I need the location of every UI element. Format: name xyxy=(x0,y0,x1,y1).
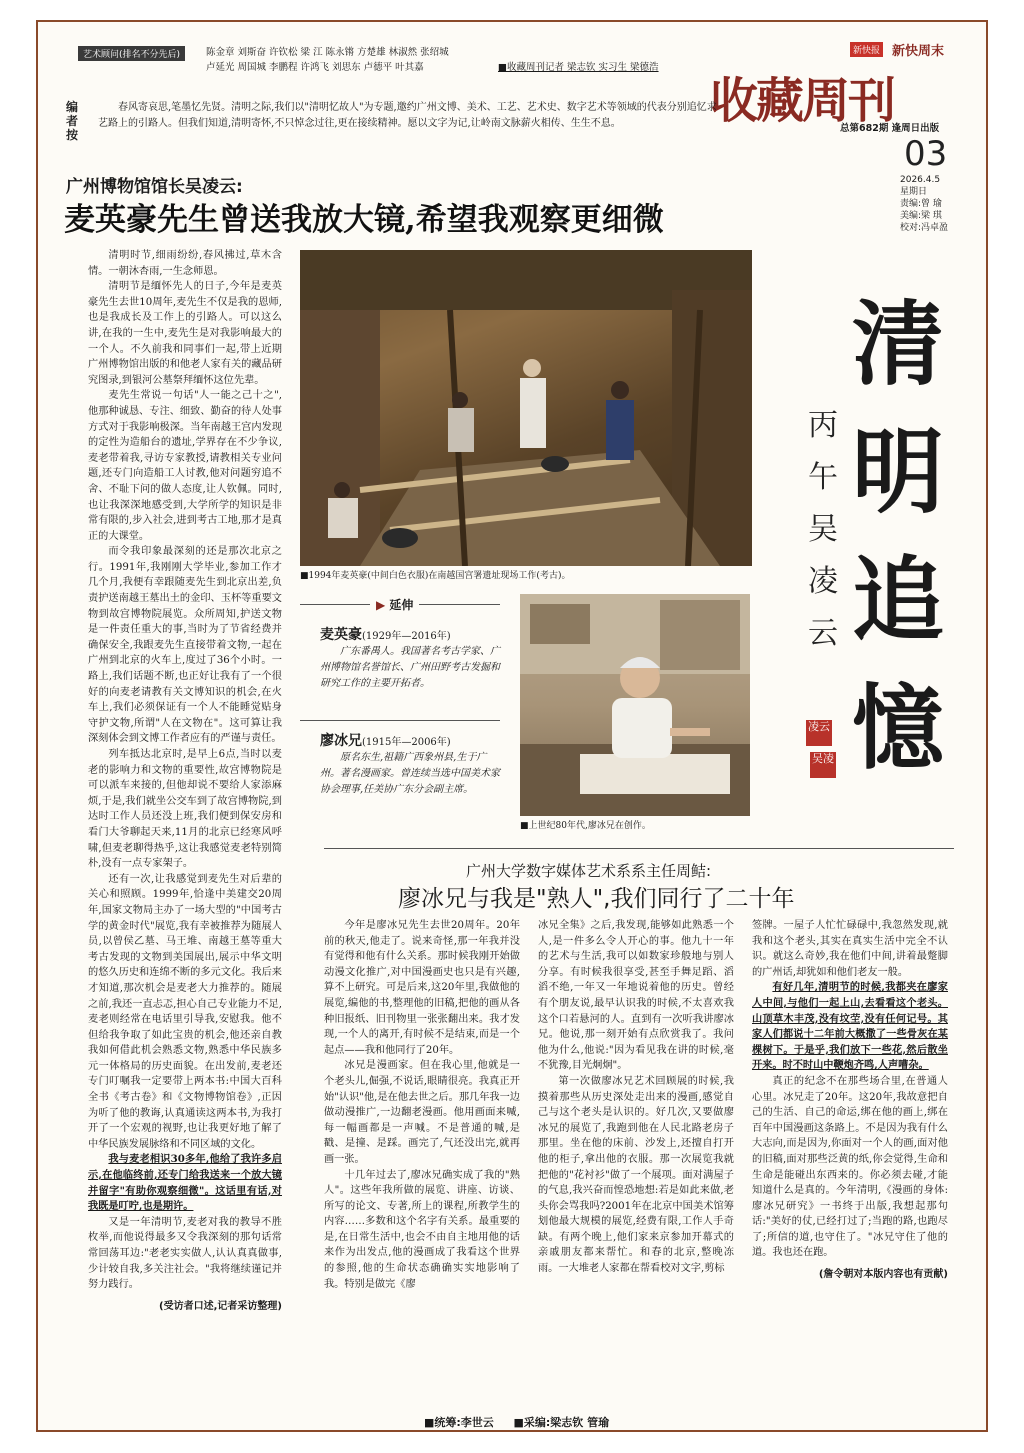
editor-1: 责编:曾 瑜 xyxy=(900,199,942,209)
sidebar-icon: ▶ xyxy=(376,598,386,612)
calligraphy-main xyxy=(848,280,948,792)
advisor-tag: 艺术顾问(排名不分先后) xyxy=(78,46,185,61)
bio-2 xyxy=(320,730,500,798)
article2-col-3 xyxy=(752,918,948,1418)
sidebar-title xyxy=(370,596,419,613)
bio1-text: 广东番禺人。我国著名考古学家、广州博物馆名誉馆长、广州田野考古发掘和研究工作的主要开拓者。 xyxy=(320,646,500,689)
calligraphy-char-2: 明 xyxy=(851,418,944,526)
a1-para-1: 清明时节,细雨纷纷,春风拂过,草木含情。一朝沐杏雨,一生念师恩。 xyxy=(88,250,282,277)
seal-2: 吴凌 xyxy=(810,752,836,778)
article2-col-1 xyxy=(324,918,520,1418)
issue-info: 总第682期 逢周日出版 xyxy=(840,123,940,134)
a2-c3-para-3: 真正的纪念不在那些场合里,在普通人心里。冰兄走了20年。这20年,我故意把自己的生活、自己的命运,绑在他的画上,绑在百年中国漫画这条路上。不是因为我有什么大志向,而是因为,你面对一个人的画,面对他的旧稿,面对那些泛黄的纸,你会觉得,生命和生命是能碰出东西来的。你必须去碰,才能知道什么是真的。今年清明,《漫画的身体:廖冰兄研究》一书终于出版,我想起那句话:"美好的仗,已经打过了;当跑的路,也跑尽了;所信的道,也守住了。"冰兄守住了他的道。我也还在跑。 xyxy=(752,1075,948,1259)
bio2-years: (1915年—2006年) xyxy=(362,737,451,748)
calligraphy-signature: 丙午吴凌云 xyxy=(808,408,838,651)
excavation-photo xyxy=(300,250,752,566)
editor-note-text: 春风寄哀思,笔墨忆先贤。清明之际,我们以"清明忆故人"为专题,邀约广州文博、美术、工艺、艺术史、数字艺术等领域的代表分别追忆求艺路上的引路人。但我们知道,清明寄怀,不只悼念过往,更在接续精神。愿以文字为记,让岭南文脉薪火相传、生生不息。 xyxy=(98,102,717,129)
article1-kicker: 广州博物馆馆长吴凌云: xyxy=(66,177,243,197)
artist-photo xyxy=(520,594,750,816)
article2-kicker: 广州大学数字媒体艺术系系主任周鲒: xyxy=(466,862,712,880)
excavation-scene xyxy=(300,250,752,566)
editor-2: 美编:梁 琪 xyxy=(900,211,942,221)
bio1-years: (1929年—2016年) xyxy=(362,631,451,642)
artist-caption: ■上世纪80年代,廖冰兄在创作。 xyxy=(520,821,651,831)
a1-para-8: 又是一年清明节,麦老对我的教导不胜枚举,而他说得最多又令我深刻的那句话常常回荡耳边:"老老实实做人,认认真真做事,少计较自我,多关注社会。"我将继续谨记并努力践行。 xyxy=(88,1216,282,1291)
a1-para-2: 清明节是缅怀先人的日子,今年是麦英豪先生去世10周年,麦先生不仅是我的恩师,也是我成长及工作上的引路人。可以这么讲,在我的一生中,麦先生是对我影响最大的一个人。不久前我和同事们一起,带上近期广州博物馆出版的和他老人家有关的藏品研究图录,到银河公墓祭拜缅怀这位先辈。 xyxy=(88,281,282,386)
sidebar-box xyxy=(300,596,500,836)
calligraphy xyxy=(798,250,978,830)
calligraphy-char-3: 追 xyxy=(851,546,944,654)
date: 2026.4.5 xyxy=(900,175,941,185)
reporter-credit: ■收藏周刊记者 梁志钦 实习生 梁德浩 xyxy=(498,62,659,73)
a1-para-4: 而令我印象最深刻的还是那次北京之行。1991年,我刚刚大学毕业,参加工作才几个月,我便有幸跟随麦先生到北京出差,负责护送南越王墓出土的金印、玉杯等重要文物到故宫博物院展览。众所周知,护送文物是一件责任重大的事,当时为了节省经费并确保安全,我跟麦先生直接带着文物,一起在广州到北京的火车上,度过了36个小时。一路上,我们话题不断,也正好让我有了一个很好的向麦老请教有关文博知识的机会,在火车上,我们必须保证有一个人不能睡觉贴身守护文物,所谓"人在文物在"。这可算让我深刻体会到文博工作者应有的严谨与责任。 xyxy=(88,546,282,745)
a2-c1-para-1: 今年是廖冰兄先生去世20周年。20年前的秋天,他走了。说来奇怪,那一年我并没有觉得和他有什么关系。那时候我刚开始做动漫文化推广,对中国漫画史也只是有兴趣,算不上研究。可是后来,这20年里,我做他的展览,编他的书,整理他的旧稿,把他的画从各种旧报纸、旧刊物里一张张翻出来。我才发现,一个人的离开,有时候不是结束,而是一个起点——我和他同行了20年。 xyxy=(324,920,520,1056)
a1-para-6: 还有一次,让我感觉到麦先生对后辈的关心和照顾。1999年,恰逢中美建交20周年,国家文物局主办了一场大型的"中国考古学的黄金时代"展览,我有幸被推荐为随展人员,以曾侯乙墓、马王堆、南越王墓等重大考古发现的文物到美国展出,展示中华文明的悠久历史和连绵不断的多元文化。我后来才知道,那次机会是麦老大力推荐的。随展之前,我还一直忐忑,担心自己专业能力不足,麦老则经常在电话里引导我,安慰我。他不但给我争取了如此宝贵的机会,他还亲自教我如何借此机会熟悉文物,熟悉中华民族多元一体格局的历史面貌。在出发前,麦老还专门叮嘱我一定要带上两本书:中国大百科全书《考古卷》和《文物博物馆卷》,正因为听了他的教诲,认真通读这两本书,为我打开了一个宏观的视野,也让我更好地了解了中华民族发展脉络和不同区域的文化。 xyxy=(88,873,282,1150)
brand-badge: 新快报 xyxy=(850,42,883,57)
weekday: 星期日 xyxy=(900,187,928,197)
editor-3: 校对:冯卓盈 xyxy=(900,223,949,233)
a1-para-7: 我与麦老相识30多年,他给了我许多启示,在他临终前,还专门给我送来一个放大镜并留字"有助你观察细微"。这话里有话,对我既是叮咛,也是期许。 xyxy=(88,1153,282,1213)
a1-footer: (受访者口述,记者采访整理) xyxy=(159,1300,282,1312)
a2-c2-para-1: 冰兄全集》之后,我发现,能够如此熟悉一个人,是一件多么令人开心的事。他九十一年的艺术与生活,我可以如数家珍般地与别人分享。有时候我很享受,甚至手舞足蹈、滔滔不绝,一年又一年地说着他的历史。曾经有个朋友说,最早认识我的时候,不太喜欢我这个口若悬河的人。直到有一次听我讲廖冰兄。他说,那一刻开始有点欣赏我了。我问他为什么,他说:"因为看见我在讲的时候,毫不犹豫,目光炯炯"。 xyxy=(538,920,734,1072)
page-number: 03 xyxy=(904,134,948,174)
bottom-credits xyxy=(424,1414,609,1430)
artist-scene xyxy=(520,594,750,816)
coordinator: ■统筹:李世云 xyxy=(424,1416,494,1429)
masthead-title: 收藏周刊 xyxy=(710,73,895,129)
bio2-name: 廖冰兄 xyxy=(320,733,362,749)
issue-date xyxy=(900,174,948,234)
section-divider xyxy=(324,848,954,849)
bio2-text: 原名东生,祖籍广西象州县,生于广州。著名漫画家。曾连续当选中国美术家协会理事,任美协广东分会副主席。 xyxy=(320,752,500,795)
a2-footer: (詹令朝对本版内容也有贡献) xyxy=(818,1269,948,1281)
advisors-line-2: 卢延光 周国城 李鹏程 许鸿飞 刘思东 卢德平 叶其嘉 xyxy=(206,62,424,73)
editors-credit: ■采编:梁志钦 管瑜 xyxy=(513,1416,610,1429)
advisors-line-1: 陈金章 刘斯奋 许钦松 梁 江 陈永锵 方楚雄 林淑然 张绍城 xyxy=(206,47,449,58)
page-frame xyxy=(36,20,988,1432)
a2-c1-para-2: 冰兄是漫画家。但在我心里,他就是一个老头儿,倔强,不说话,眼睛很亮。我真正开始"认识"他,是在他去世之后。那几年我一边做动漫推广,一边翻老漫画。他用画面来喊,每一幅画都是一声喊。不是普通的喊,是戳、是撞、是踩。画完了,气还没出完,就再画一张。 xyxy=(324,1060,520,1165)
article2-headline: 廖冰兄与我是"熟人",我们同行了二十年 xyxy=(398,886,795,912)
a2-c1-para-3: 十几年过去了,廖冰兄确实成了我的"熟人"。这些年我所做的展览、讲座、访谈、所写的论文、专著,所上的课程,所教学生的内容……多数和这个名字有关系。最重要的是,在日常生活中,也会不由自主地用他的话来作为出发点,他的漫画成了我看这个世界的参照,他的生命状态确确实实地影响了我。特别是做完《廖 xyxy=(324,1169,520,1290)
calligraphy-char-4: 憶 xyxy=(851,674,944,782)
a1-para-3: 麦先生常说一句话"人一能之己十之",他那种诚恳、专注、细致、勤奋的待人处事方式对于我影响极深。当年南越王宫内发现的定性为造船台的遗址,学界存在不少争议,麦老带着我,寻访专家教授,请教相关专业问题,还专门向造船工人讨教,他对问题穷追不舍、不耻下问的做人态度,让人钦佩。同时,也让我深深地感受到,大学所学的知识是非常有限的,步入社会,进到考古工地,那才是真正的大课堂。 xyxy=(88,390,282,542)
bio-1 xyxy=(320,624,500,692)
article2-col-2 xyxy=(538,918,734,1418)
article1-body xyxy=(88,248,282,1418)
a2-c3-para-2: 有好几年,清明节的时候,我都夹在廖家人中间,与他们一起上山,去看看这个老头。山顶草木丰茂,没有坟茔,没有任何记号。其家人们都说十二年前大概撒了一些骨灰在某棵树下。于是乎,我们放下一些花,然后散坐开来。时不时山中鞭炮齐鸣,人声嘈杂。 xyxy=(752,981,948,1072)
article1-headline: 麦英豪先生曾送我放大镜,希望我观察更细微 xyxy=(64,202,664,238)
a1-para-5: 列车抵达北京时,是早上6点,当时以麦老的影响力和文物的重要性,故宫博物院是可以派车来接的,但他却说不要给人家添麻烦,于是,我们就坐公交车到了故宫博物院,到达时工作人员还没上班,我们便到保安房和看门大爷聊起天来,11月的北京已经寒风呼啸,但麦老聊得热乎,这让我感觉麦老特别简朴,没有一点专家架子。 xyxy=(88,749,282,870)
editor-note-label: 编者按 xyxy=(66,100,79,142)
sidebar-divider xyxy=(300,720,500,721)
calligraphy-char-1: 清 xyxy=(851,290,944,398)
bio1-name: 麦英豪 xyxy=(320,627,362,643)
excavation-caption: ■1994年麦英豪(中间白色衣服)在南越国宫署遗址现场工作(考古)。 xyxy=(300,571,571,581)
sidebar-title-text: 延伸 xyxy=(389,598,414,612)
a2-c2-para-2: 第一次做廖冰兄艺术回顾展的时候,我摸着那些从历史深处走出来的漫画,感觉自己与这个老头是认识的。好几次,又要做廖冰兄的展览了,我跑到他在人民北路老房子那里。坐在他的床前、沙发上,还擅自打开他的柜子,拿出他的衣服。那一次展览我就把他的"花衬衫"做了一个展项。面对满屋子的气息,我兴奋而惶恐地想:若是如此来做,老头你会骂我吗?2001年在北京中国美术馆筹划他最大规模的展览,经费有限,工作人手奇缺。有两个晚上,他们家来京参加开幕式的亲戚朋友都来帮忙。和春的北京,整晚冻雨。一大堆老人家都在帮看校对文字,剪标 xyxy=(538,1075,734,1275)
a2-c3-para-1: 签牌。一屋子人忙忙碌碌中,我忽然发现,就我和这个老头,其实在真实生活中完全不认识。就这么奇妙,我在他们中间,讲着最蹩脚的广州话,却犹如和他们老友一般。 xyxy=(752,920,948,978)
seal-1: 凌云 xyxy=(806,720,832,746)
brand-weekly: 新快周末 xyxy=(892,44,945,59)
